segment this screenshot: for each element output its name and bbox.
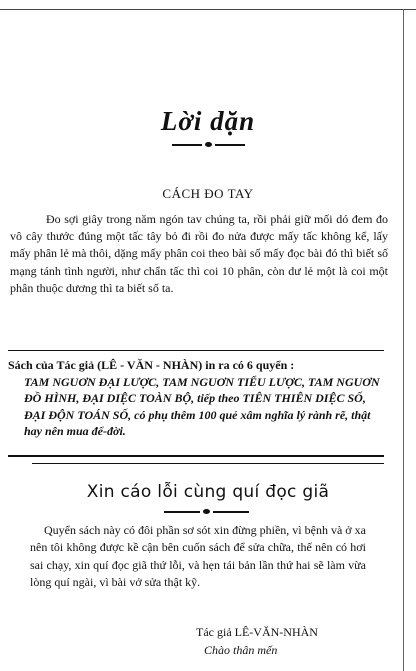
books-titles: TAM NGUƠN ĐẠI LƯỢC, TAM NGUƠN TIỂU LƯỢC, TAM NGUƠN ĐỒ HÌNH, ĐẠI DIỆC TOÀN BỘ, tiếp theo TIÊN THIÊN DIỆC SỐ, ĐẠI ĐỘN TOÁN SỐ, có phụ thêm 100 quẻ xâm nghĩa lý rành rẽ, thật hay nên mua để-đời.	[24, 374, 380, 438]
divider-thin	[32, 463, 384, 464]
apology-text	[30, 522, 366, 592]
signature-block	[196, 623, 396, 659]
title-ornament	[168, 142, 248, 147]
books-author: LÊ - VĂN - NHÀN	[101, 358, 199, 372]
closing-line: Chào thân mến	[204, 643, 278, 657]
apology-paragraph: Quyển sách này có đôi phần sơ sót xin đừng phiền, vì bệnh và ở xa nên tôi không được kề cận bên cuốn sách để sửa chữa, thế nên có hơi sai chạy, xin quí đọc giã thứ lỗi, và hẹn tái bản lần thứ hai sẽ làm vừa lòng quí ngài, vì bài vở sửa thật kỹ.	[30, 523, 366, 590]
signature: Tác giả LÊ-VĂN-NHÀN	[196, 625, 318, 639]
page-title: Lời dặn	[160, 106, 256, 136]
divider-top	[8, 350, 384, 351]
apology-ornament	[160, 509, 252, 514]
section-heading: CÁCH ĐO TAY	[162, 186, 254, 201]
page-edge-top	[0, 9, 416, 10]
books-notice	[8, 357, 388, 440]
apology-heading: Xin cáo lỗi cùng quí đọc giã	[86, 482, 330, 502]
divider-thick	[8, 455, 384, 457]
books-lead-suffix: ) in ra có 6 quyển :	[198, 358, 295, 372]
books-lead-prefix: Sách của Tác giả (	[8, 358, 102, 372]
body-paragraph: Đo sợi giây trong năm ngón tav chúng ta, rồi phải giữ mối dó đem đo vô cây thước đúng một tấc tây bỏ đi rồi đo nửa được mấy tấc không kể, lấy mấy phân lẻ mà thôi, dặng mấy phân coi theo bài số mấy đọc bài đó thì biết số mạng tánh tình người, như chẩn tấc thì coi 10 phân, còn dư lẻ một là coi một phân thuộc dương thì ta biết số ta.	[10, 212, 388, 295]
measuring-instructions	[10, 211, 388, 297]
books-lead	[8, 358, 294, 372]
